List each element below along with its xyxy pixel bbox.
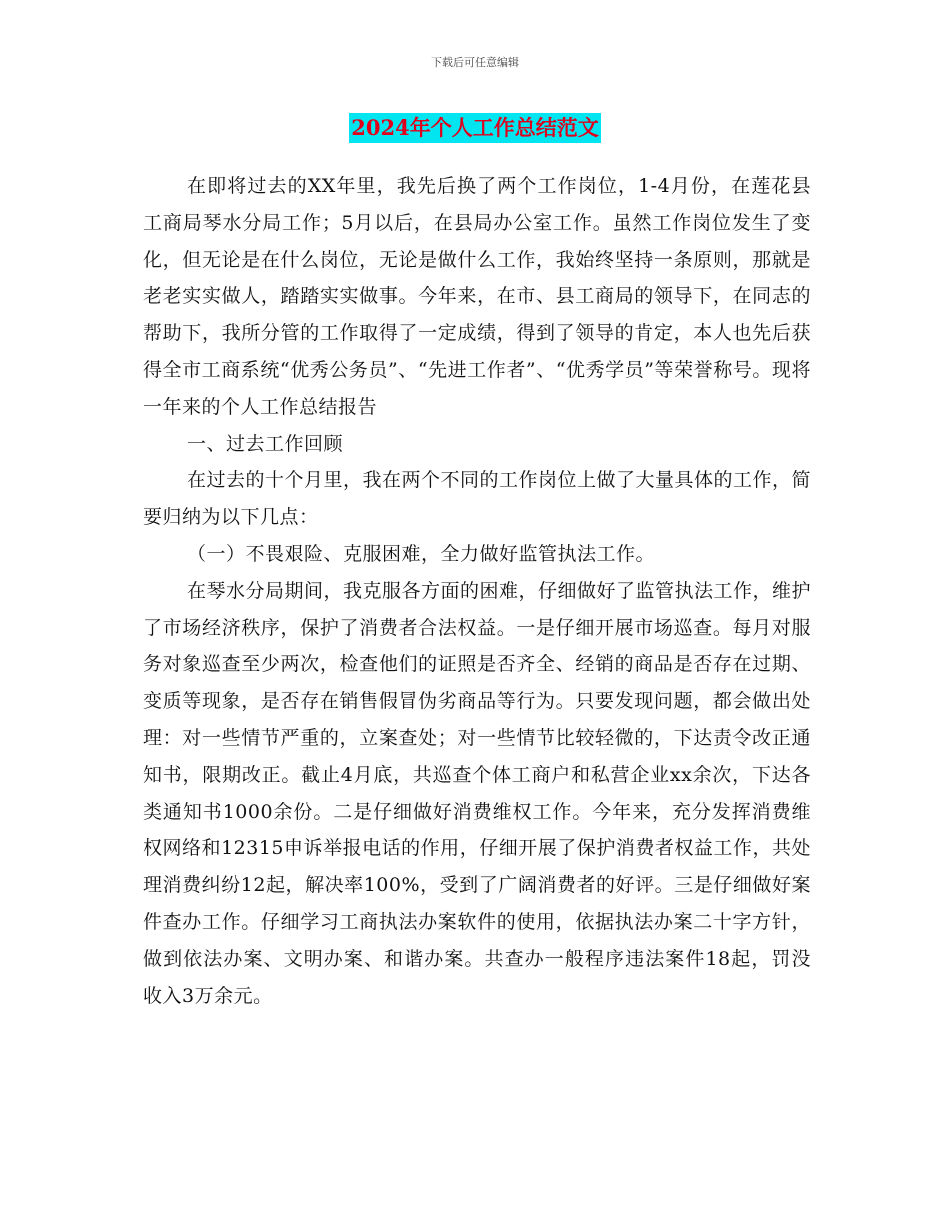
section-heading-review: 一、过去工作回顾 bbox=[187, 432, 344, 455]
paragraph-summary: 在过去的十个月里，我在两个不同的工作岗位上做了大量具体的工作，简要归纳为以下几点： bbox=[143, 469, 812, 529]
paragraph-enforcement-details: 在琴水分局期间，我克服各方面的困难，仔细做好了监管执法工作，维护了市场经济秩序，保护了消费者合法权益。一是仔细开展市场巡查。每月对服务对象巡查至少两次，检查他们的证照是否齐全、经销的商品是否存在过期、变质等现象，是否存在销售假冒伪劣商品等行为。只要发现问题，都会做出处理：对一些情节严重的，立案查处；对一些情节比较轻微的，下达责令改正通知书，限期改正。截止4月底，共巡查个体工商户和私营企业xx余次，下达各类通知书1000余份。二是仔细做好消费维权工作。今年来，充分发挥消费维权网络和12315申诉举报电话的作用，仔细开展了保护消费者权益工作，共处理消费纠纷12起，解决率100%，受到了广阔消费者的好评。三是仔细做好案件查办工作。仔细学习工商执法办案软件的使用，依据执法办案二十字方针，做到依法办案、文明办案、和谐办案。共查办一般程序违法案件18起，罚没收入3万余元。 bbox=[143, 579, 812, 1007]
paragraph-intro: 在即将过去的XX年里，我先后换了两个工作岗位，1-4月份，在莲花县工商局琴水分局工作；5月以后，在县局办公室工作。虽然工作岗位发生了变化，但无论是在什么岗位，无论是做什么工作，我始终坚持一条原则，那就是老老实实做人，踏踏实实做事。今年来，在市、县工商局的领导下，在同志的帮助下，我所分管的工作取得了一定成绩，得到了领导的肯定，本人也先后获得全市工商系统“优秀公务员”、“先进工作者”、“优秀学员”等荣誉称号。现将一年来的个人工作总结报告 bbox=[143, 175, 811, 418]
document-title: 2024年个人工作总结范文 bbox=[349, 113, 600, 143]
page-header-note: 下载后可任意编辑 bbox=[431, 56, 519, 69]
title-container bbox=[0, 113, 950, 143]
document-body bbox=[143, 168, 811, 1014]
subsection-heading-enforcement: （一）不畏艰险、克服困难，全力做好监管执法工作。 bbox=[187, 542, 656, 565]
